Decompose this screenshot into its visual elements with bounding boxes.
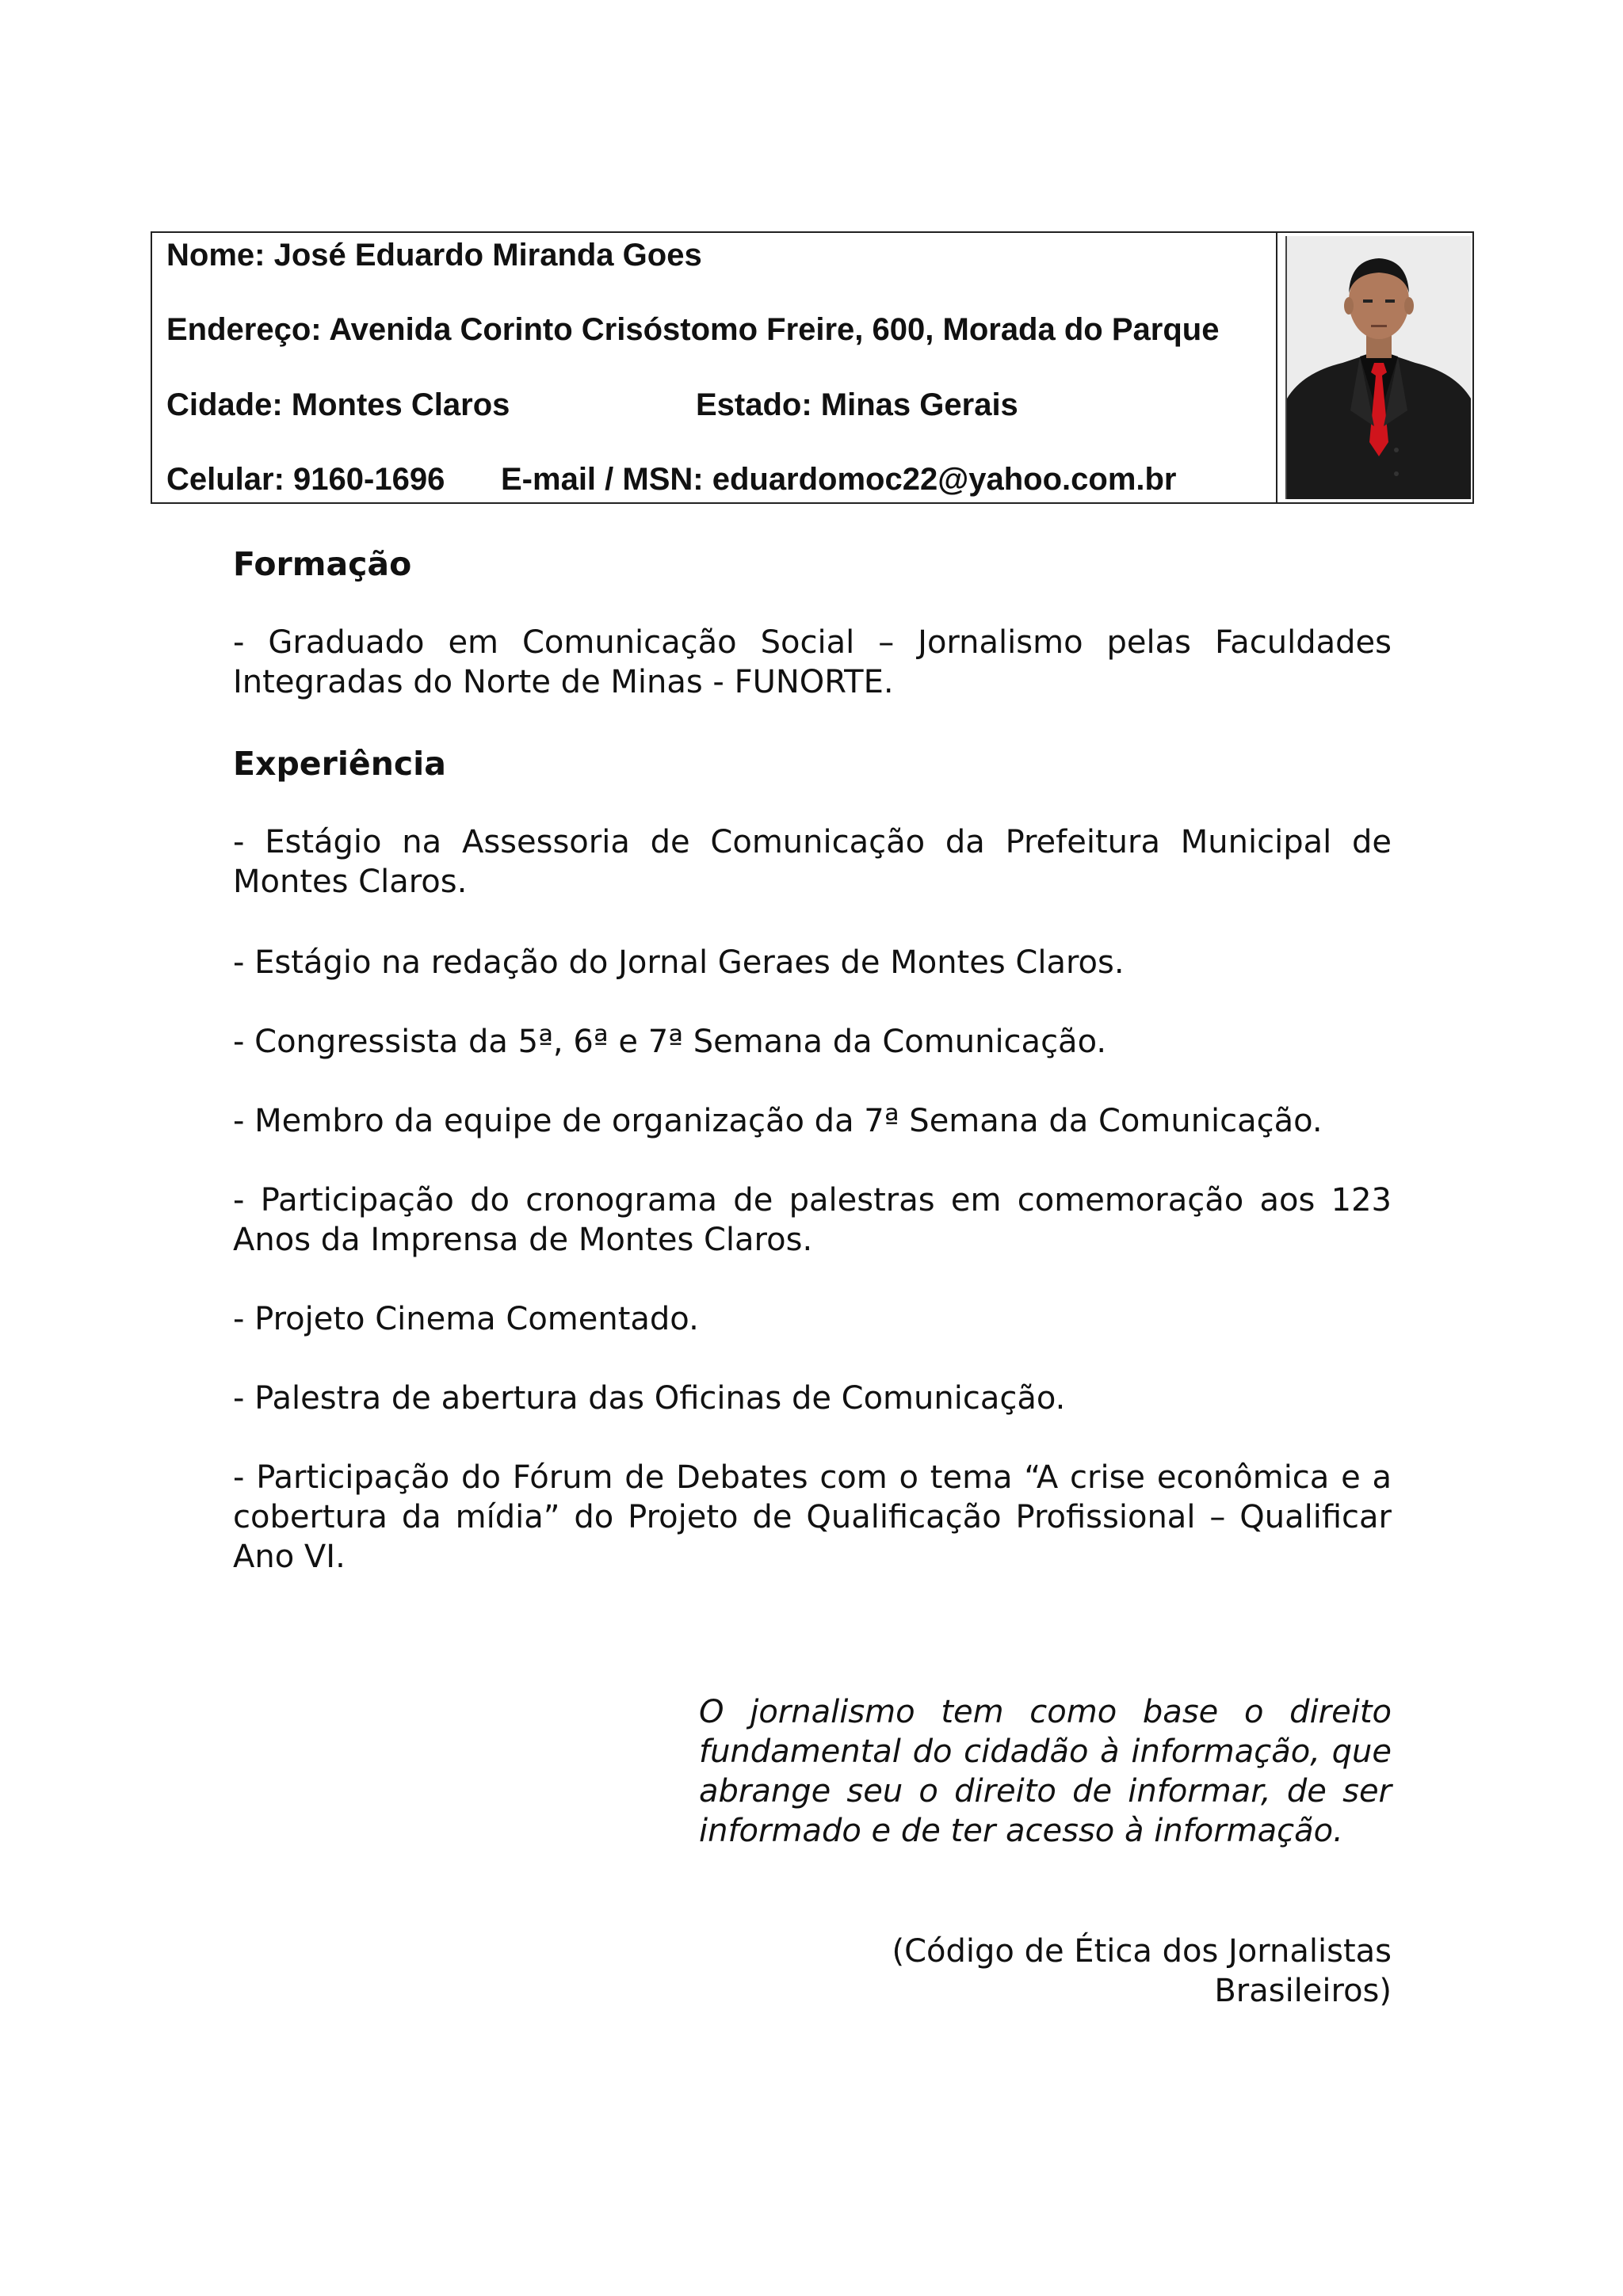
experiencia-item: - Participação do Fórum de Debates com o tema “A crise econômica e a cobertura da mídia” do Projeto de Qualificação Profissional – Qualificar Ano VI. — [233, 1459, 1392, 1575]
state-field: Estado: Minas Gerais — [696, 387, 1018, 422]
experiencia-item: - Projeto Cinema Comentado. — [233, 1301, 699, 1337]
epigraph-source: (Código de Ética dos Jornalistas Brasileiros) — [892, 1933, 1392, 2009]
email-field: E-mail / MSN: eduardomoc22@yahoo.com.br — [501, 462, 1177, 497]
photo-cell — [1277, 233, 1472, 502]
experiencia-heading: Experiência — [233, 745, 446, 783]
experiencia-item: - Congressista da 5ª, 6ª e 7ª Semana da Comunicação. — [233, 1024, 1107, 1060]
formacao-item: - Graduado em Comunicação Social – Jornalismo pelas Faculdades Integradas do Norte de Minas - FUNORTE. — [233, 624, 1392, 700]
city-field: Cidade: Montes Claros — [166, 387, 510, 422]
experiencia-item: - Estágio na redação do Jornal Geraes de Montes Claros. — [233, 944, 1125, 981]
experiencia-item: - Estágio na Assessoria de Comunicação da Prefeitura Municipal de Montes Claros. — [233, 824, 1392, 900]
name-field: Nome: José Eduardo Miranda Goes — [166, 238, 702, 273]
personal-info-cell — [152, 233, 1277, 502]
formacao-heading: Formação — [233, 545, 412, 583]
person-portrait-photo — [1285, 236, 1471, 499]
experiencia-item: - Participação do cronograma de palestras em comemoração aos 123 Anos da Imprensa de Montes Claros. — [233, 1182, 1392, 1258]
address-field: Endereço: Avenida Corinto Crisóstomo Freire, 600, Morada do Parque — [166, 312, 1220, 347]
experiencia-item: - Palestra de abertura das Oficinas de Comunicação. — [233, 1380, 1066, 1417]
personal-info-table — [151, 231, 1474, 504]
phone-field: Celular: 9160-1696 — [166, 462, 445, 497]
epigraph-quote: O jornalismo tem como base o direito fundamental do cidadão à informação, que abrange seu o direito de informar, de ser informado e de ter acesso à informação. — [699, 1694, 1392, 1849]
experiencia-item: - Membro da equipe de organização da 7ª Semana da Comunicação. — [233, 1103, 1323, 1139]
